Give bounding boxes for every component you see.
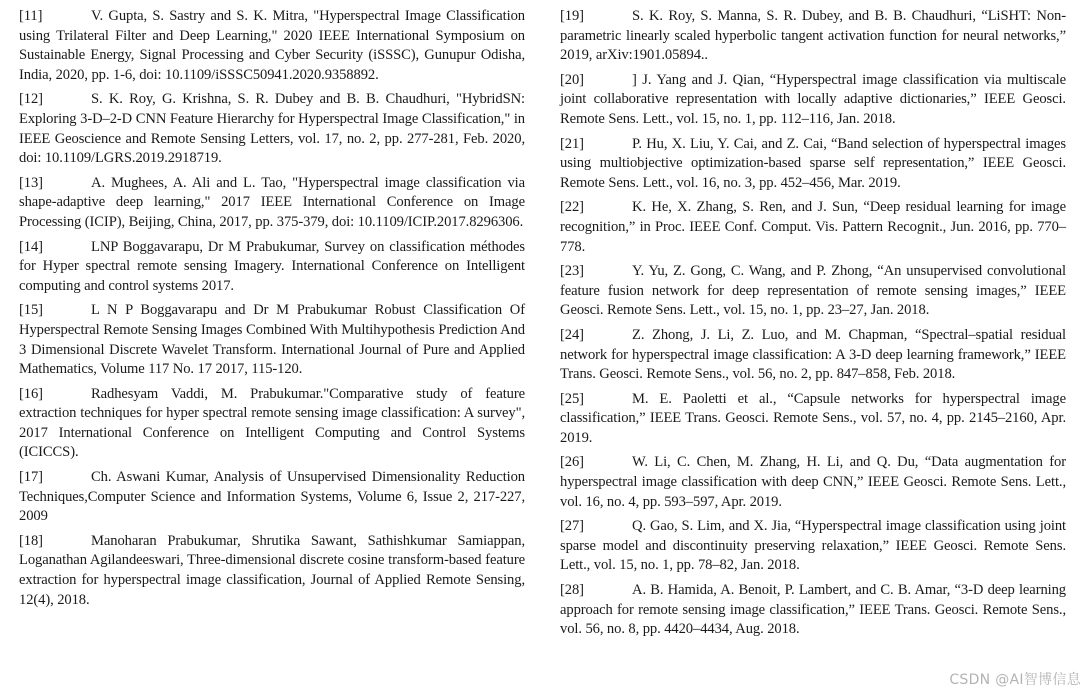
reference-text: Ch. Aswani Kumar, Analysis of Unsupervised Dimensionality Reduction Techniques,Computer Science and Information Systems, Volume 6, Issue 2, 217-227, 2009: [19, 469, 525, 525]
reference-number: [22]: [560, 199, 584, 216]
reference-entry: [560, 581, 1066, 640]
reference-number: [27]: [560, 518, 584, 535]
reference-text: L N P Boggavarapu and Dr M Prabukumar Robust Classification Of Hyperspectral Remote Sensing Images Combined With Multihypothesis Prediction And 3 Dimensional Discrete Wavelet Transform. International Journal of Pure and Applied Mathematics, Volume 117 No. 17 2017, 115-120.: [19, 302, 525, 378]
reference-text: V. Gupta, S. Sastry and S. K. Mitra, "Hyperspectral Image Classification using Trilateral Filter and Deep Learning," 2020 IEEE International Symposium on Sustainable Energy, Signal Processing and Cyber Security (iSSSC), Gunupur Odisha, India, 2020, pp. 1-6, doi: 10.1109/iSSSC50941.2020.9358892.: [19, 8, 525, 83]
csdn-watermark: CSDN @AI智博信息: [949, 672, 1081, 688]
reference-number: [14]: [19, 238, 43, 255]
reference-text: Q. Gao, S. Lim, and X. Jia, “Hyperspectral image classification using joint sparse model and discontinuity preserving relaxation,” IEEE Geosci. Remote Sens. Lett., vol. 15, no. 1, pp. 78–82, Jan. 2018.: [560, 518, 1066, 574]
reference-number: [11]: [19, 8, 43, 24]
reference-entry: [19, 468, 525, 527]
reference-number: [17]: [19, 469, 43, 486]
reference-entry: [19, 174, 525, 233]
reference-text: Radhesyam Vaddi, M. Prabukumar."Comparative study of feature extraction techniques for hyper spectral remote sensing image classification: A survey", 2017 International Conference on Intelligent Computing and Control Systems (ICICCS).: [19, 385, 525, 461]
reference-text: A. Mughees, A. Ali and L. Tao, "Hyperspectral image classification via shape-adaptive deep learning," 2017 IEEE International Conference on Image Processing (ICIP), Beijing, China, 2017, pp. 375-379, doi: 10.1109/ICIP.2017.8296306.: [19, 174, 525, 230]
reference-number: [24]: [560, 326, 584, 343]
reference-text: P. Hu, X. Liu, Y. Cai, and Z. Cai, “Band selection of hyperspectral images using multiobjective optimization-based sparse self representation,” IEEE Geosci. Remote Sens. Lett., vol. 16, no. 3, pp. 452–456, Mar. 2019.: [560, 135, 1066, 191]
reference-entry: [560, 517, 1066, 576]
reference-text: LNP Boggavarapu, Dr M Prabukumar, Survey on classification méthodes for Hyper spectral remote sensing Imagery. International Conference on Intelligent computing and control systems 2017.: [19, 238, 525, 294]
reference-entry: [19, 301, 525, 379]
reference-entry: [19, 90, 525, 168]
reference-number: [13]: [19, 174, 43, 191]
reference-entry: [560, 135, 1066, 194]
reference-entry: [19, 7, 525, 85]
reference-number: [18]: [19, 532, 43, 549]
references-right-column: [560, 7, 1066, 645]
reference-entry: [19, 385, 525, 463]
reference-number: [15]: [19, 302, 43, 319]
reference-text: ] J. Yang and J. Qian, “Hyperspectral image classification via multiscale joint collaborative representation with locally adaptive dictionaries,” IEEE Geosci. Remote Sens. Lett., vol. 15, no. 1, pp. 112–116, Jan. 2018.: [560, 71, 1066, 127]
references-left-column: [19, 7, 525, 615]
reference-entry: [560, 390, 1066, 449]
reference-text: S. K. Roy, G. Krishna, S. R. Dubey and B. B. Chaudhuri, "HybridSN: Exploring 3-D–2-D CNN Feature Hierarchy for Hyperspectral Image Classification," in IEEE Geoscience and Remote Sensing Letters, vol. 17, no. 2, pp. 277-281, Feb. 2020, doi: 10.1109/LGRS.2019.2918719.: [19, 91, 525, 167]
reference-entry: [560, 326, 1066, 385]
reference-entry: [19, 238, 525, 297]
reference-entry: [560, 7, 1066, 66]
reference-text: W. Li, C. Chen, M. Zhang, H. Li, and Q. Du, “Data augmentation for hyperspectral image classification with deep CNN,” IEEE Geosci. Remote Sens. Lett., vol. 16, no. 4, pp. 593–597, Apr. 2019.: [560, 454, 1066, 510]
reference-text: Z. Zhong, J. Li, Z. Luo, and M. Chapman, “Spectral–spatial residual network for hyperspectral image classification: A 3-D deep learning framework,” IEEE Trans. Geosci. Remote Sens., vol. 56, no. 2, pp. 847–858, Feb. 2018.: [560, 326, 1066, 383]
reference-text: K. He, X. Zhang, S. Ren, and J. Sun, “Deep residual learning for image recognition,” in Proc. IEEE Conf. Comput. Vis. Pattern Recognit., Jun. 2016, pp. 770–778.: [560, 199, 1066, 255]
reference-text: Manoharan Prabukumar, Shrutika Sawant, Sathishkumar Samiappan, Loganathan Agilandeeswari, Three-dimensional discrete cosine transform-based feature extraction for hyperspectral image classification, Journal of Applied Remote Sensing, 12(4), 2018.: [19, 532, 525, 608]
reference-number: [12]: [19, 91, 43, 108]
reference-entry: [560, 453, 1066, 512]
reference-number: [28]: [560, 582, 584, 599]
reference-entry: [560, 198, 1066, 257]
reference-number: [21]: [560, 135, 584, 152]
reference-text: M. E. Paoletti et al., “Capsule networks for hyperspectral image classification,” IEEE Trans. Geosci. Remote Sens., vol. 57, no. 4, pp. 2145–2160, Apr. 2019.: [560, 390, 1066, 446]
reference-number: [26]: [560, 454, 584, 471]
reference-number: [25]: [560, 390, 584, 407]
reference-text: A. B. Hamida, A. Benoit, P. Lambert, and C. B. Amar, “3-D deep learning approach for remote sensing image classification,” IEEE Trans. Geosci. Remote Sens., vol. 56, no. 8, pp. 4420–4434, Aug. 2018.: [560, 582, 1066, 638]
reference-text: Y. Yu, Z. Gong, C. Wang, and P. Zhong, “An unsupervised convolutional feature fusion network for deep representation of remote sensing images,” IEEE Geosci. Remote Sens. Lett., vol. 15, no. 1, pp. 23–27, Jan. 2018.: [560, 263, 1066, 319]
reference-number: [19]: [560, 8, 584, 24]
reference-entry: [560, 71, 1066, 130]
reference-number: [16]: [19, 385, 43, 402]
reference-entry: [19, 532, 525, 610]
reference-text: S. K. Roy, S. Manna, S. R. Dubey, and B. B. Chaudhuri, “LiSHT: Non-parametric linearly scaled hyperbolic tangent activation function for neural networks,” 2019, arXiv:1901.05894..: [560, 8, 1066, 64]
reference-entry: [560, 262, 1066, 321]
reference-number: [23]: [560, 263, 584, 280]
reference-number: [20]: [560, 71, 584, 88]
